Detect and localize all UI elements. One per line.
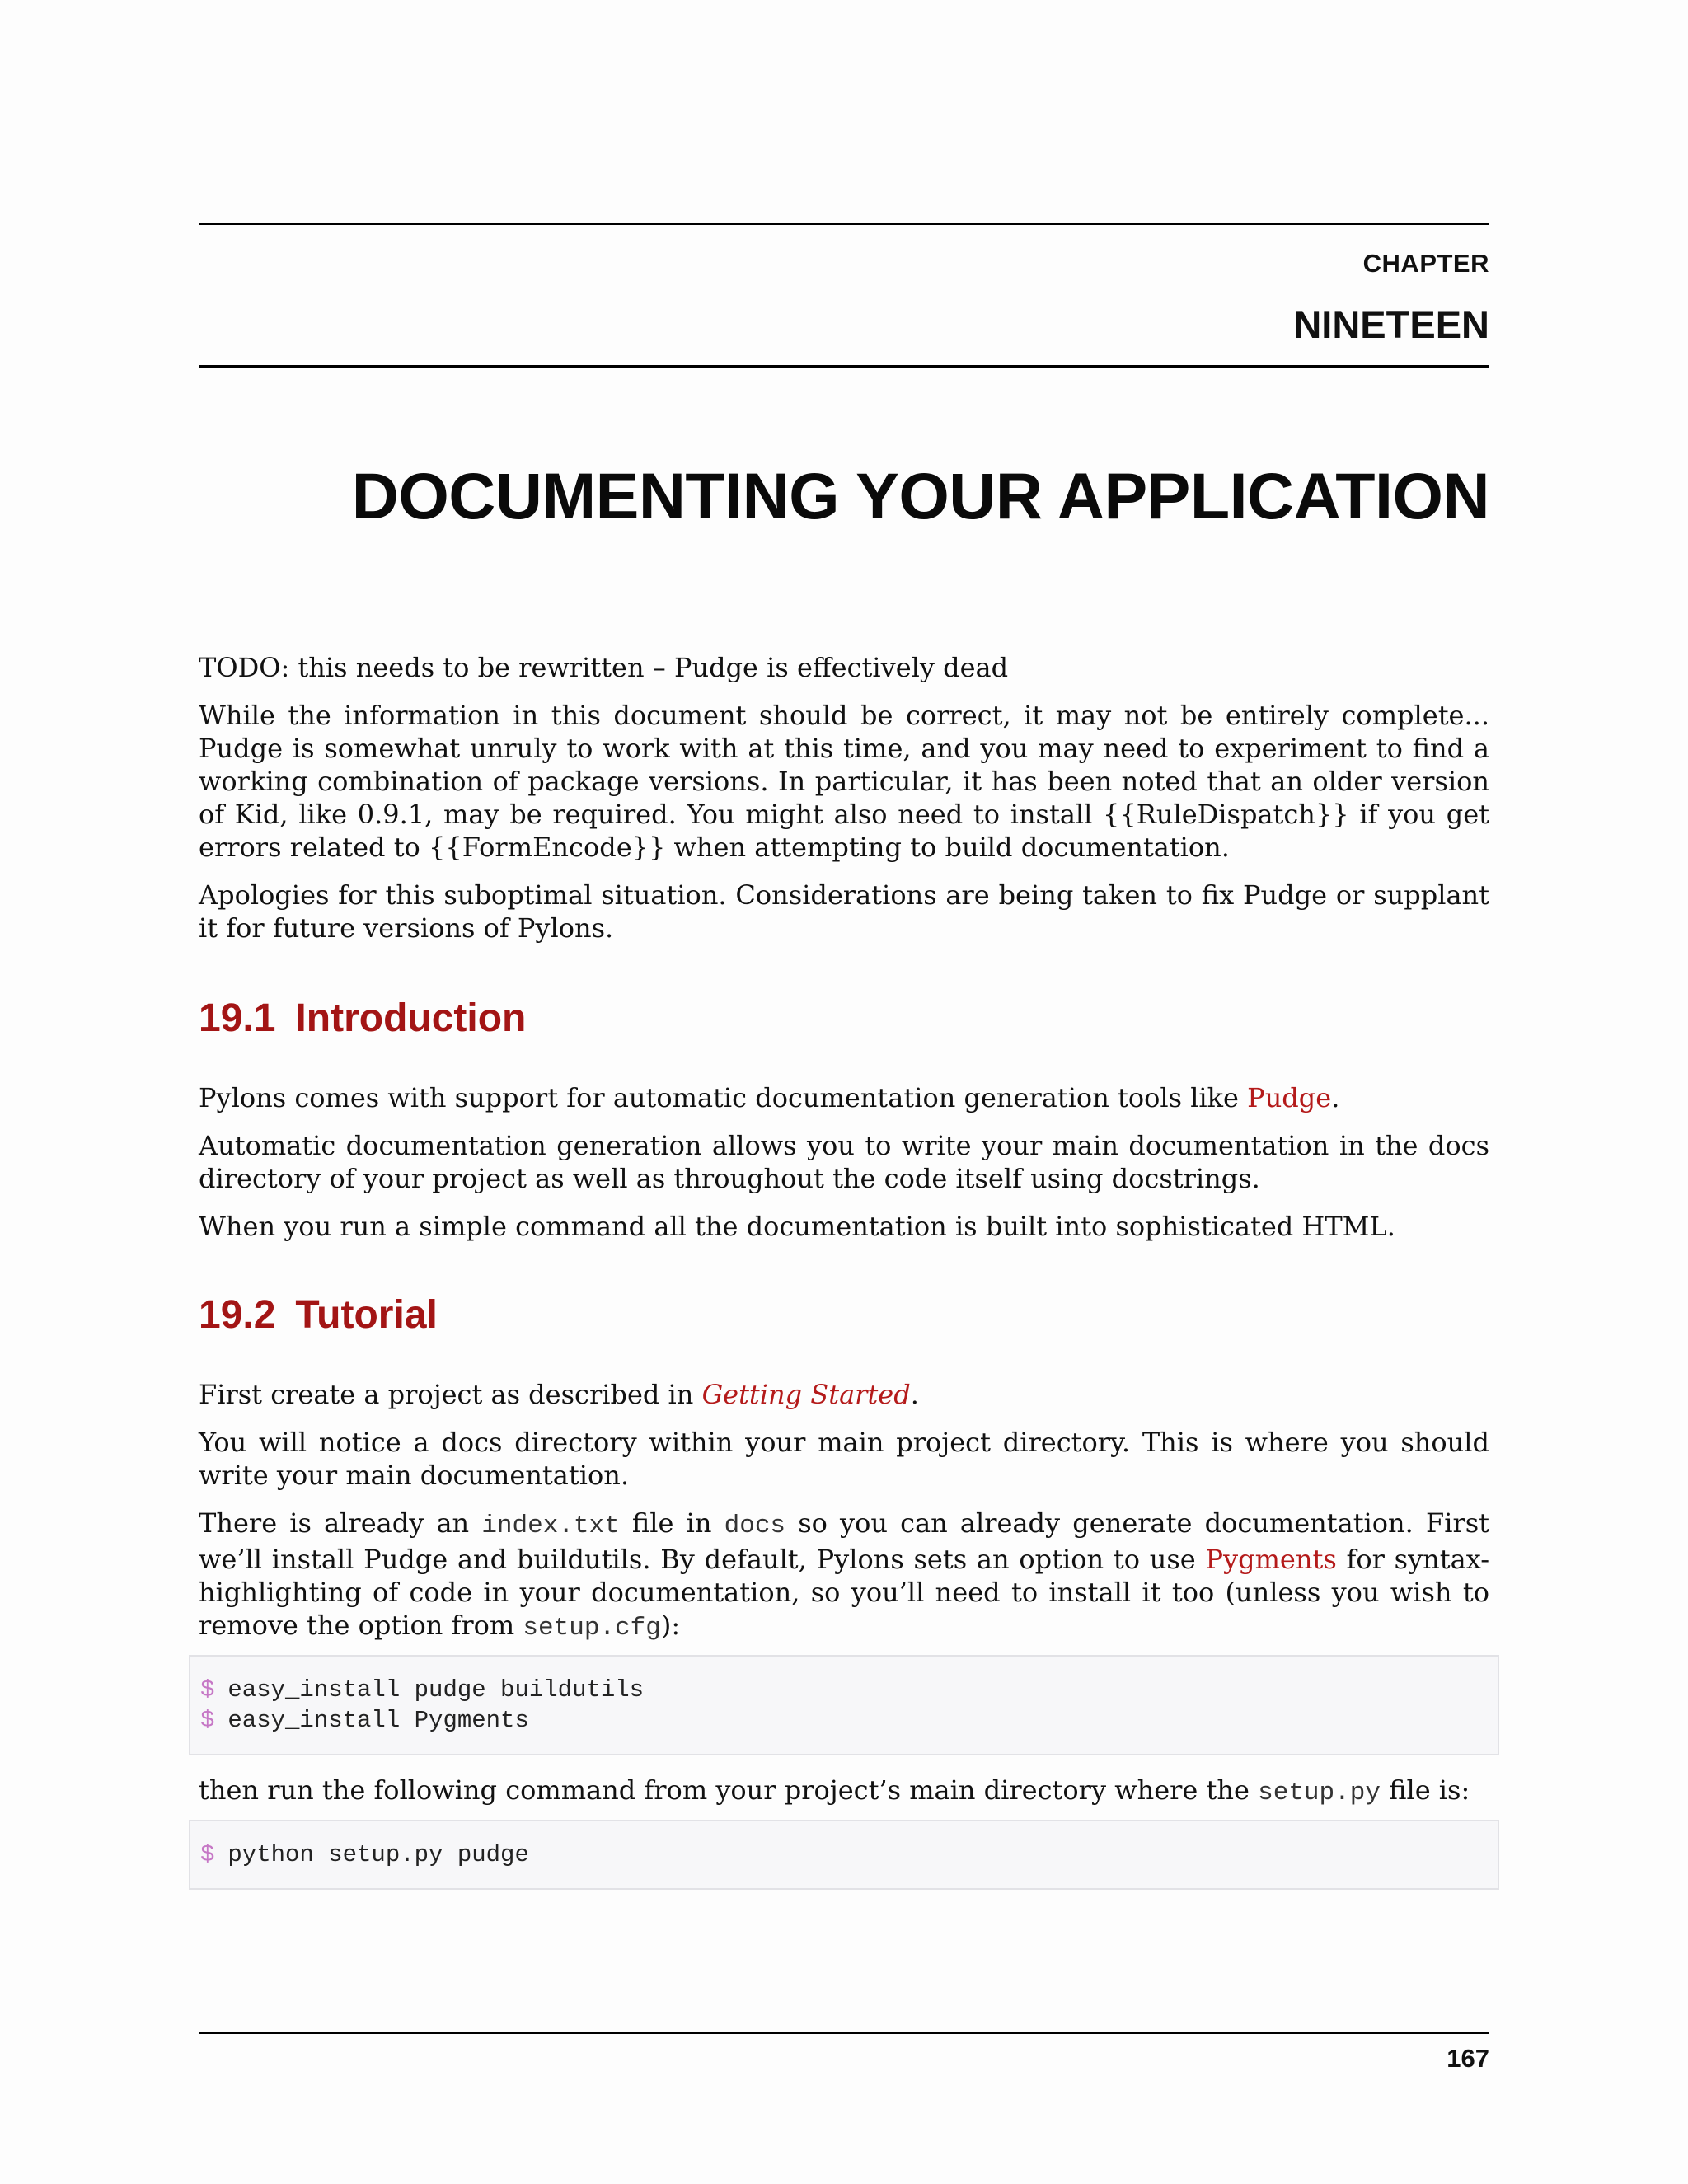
code-block-install	[189, 1655, 1499, 1755]
docs-directory-paragraph: You will notice a docs directory within your main project directory. This is where you should write your main documentation.	[199, 1427, 1489, 1491]
text: .	[910, 1379, 919, 1410]
text: ):	[660, 1610, 681, 1641]
footer-rule	[199, 2032, 1489, 2034]
section-heading-tutorial	[199, 1292, 1489, 1338]
code-block-run	[189, 1820, 1499, 1890]
apology-paragraph: Apologies for this suboptimal situation. Considerations are being taken to fix Pudge or supplant it for future versions of Pylons.	[199, 879, 1489, 944]
text: Pylons comes with support for automatic documentation generation tools like	[199, 1082, 1248, 1113]
code-line	[200, 1840, 1488, 1870]
text: There is already an	[199, 1507, 482, 1539]
section-title: Tutorial	[295, 1293, 438, 1337]
inline-code: setup.py	[1258, 1779, 1381, 1807]
autodoc-paragraph: Automatic documentation generation allows you to write your main documentation in the docs directory of your project as well as throughout the code itself using docstrings.	[199, 1130, 1489, 1194]
chapter-number: NINETEEN	[1293, 302, 1489, 346]
section-heading-introduction	[199, 996, 1489, 1042]
code-text: python setup.py pudge	[227, 1841, 529, 1868]
inline-code: docs	[724, 1511, 786, 1540]
intro-paragraph: While the information in this document should be correct, it may not be entirely complete... Pudge is somewhat unruly to work with at this time, and you may need to experiment to find a working combination of package versions. In particular, it has been noted that an older version of Kid, like 0.9.1, may be required. You might also need to install {{RuleDispatch}} if you get errors related to {{FormEncode}} when attempting to build documentation.	[199, 700, 1489, 863]
shell-prompt: $	[200, 1841, 215, 1868]
text: for syntax-highlighting of code in your documentation, so you’ll need to install it too (unless you wish to remove the option from	[199, 1544, 1490, 1641]
pudge-link[interactable]: Pudge	[1247, 1082, 1332, 1113]
code-line	[200, 1705, 1488, 1736]
text: First create a project as described in	[199, 1379, 702, 1410]
page-number: 167	[1447, 2044, 1489, 2073]
shell-prompt: $	[200, 1707, 215, 1734]
chapter-title: DOCUMENTING YOUR APPLICATION	[351, 459, 1489, 532]
code-line	[200, 1675, 1488, 1705]
chapter-top-rule	[199, 223, 1489, 225]
build-paragraph: When you run a simple command all the documentation is built into sophisticated HTML.	[199, 1211, 1395, 1242]
text: file is:	[1380, 1774, 1470, 1806]
inline-code: index.txt	[481, 1511, 620, 1540]
intro-support-paragraph	[199, 1081, 1489, 1114]
code-text: easy_install pudge buildutils	[227, 1676, 645, 1704]
text: then run the following command from your project’s main directory where the	[199, 1774, 1259, 1806]
section-number: 19.1	[199, 996, 276, 1040]
shell-prompt: $	[200, 1676, 215, 1704]
inline-code: setup.cfg	[523, 1614, 661, 1643]
code-text: easy_install Pygments	[227, 1707, 529, 1734]
create-project-paragraph	[199, 1378, 1489, 1411]
chapter-bottom-rule	[199, 365, 1489, 368]
chapter-label: CHAPTER	[1362, 249, 1489, 278]
getting-started-link[interactable]: Getting Started	[701, 1379, 911, 1410]
run-command-paragraph	[199, 1774, 1489, 1810]
pygments-link[interactable]: Pygments	[1205, 1544, 1337, 1575]
main-content	[199, 651, 1489, 1890]
text: so you can already generate documentation. First we’ll install Pudge and buildutils. By default, Pylons sets an option to use	[199, 1507, 1490, 1575]
section-number: 19.2	[199, 1293, 276, 1337]
section-title: Introduction	[295, 996, 527, 1040]
text: file in	[619, 1507, 724, 1539]
text: .	[1331, 1082, 1340, 1113]
install-paragraph	[199, 1507, 1489, 1645]
todo-note: TODO: this needs to be rewritten – Pudge is effectively dead	[199, 652, 1009, 683]
